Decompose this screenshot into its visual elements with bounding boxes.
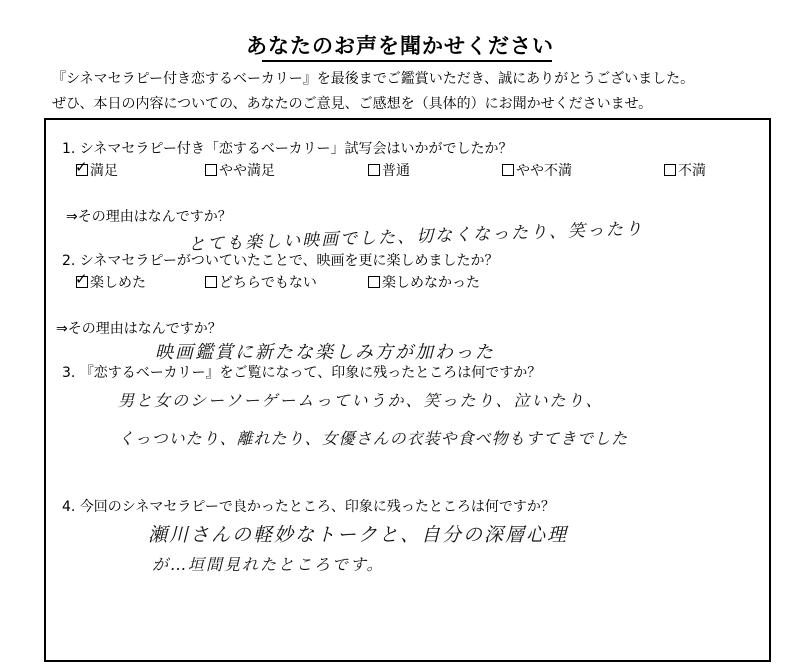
intro-line-2: ぜひ、本日の内容についての、あなたのご意見、ご感想を（具体的）にお聞かせくださいませ。	[52, 96, 653, 112]
checkbox-checked[interactable]	[75, 158, 88, 176]
q1-option-label: やや満足	[219, 163, 275, 179]
question-4: 4. 今回のシネマセラピーで良かったところ、印象に残ったところは何ですか？	[62, 499, 555, 515]
q2-option-label: どちらでもない	[219, 275, 317, 291]
checkbox[interactable]	[368, 276, 380, 288]
checkbox-checked[interactable]	[75, 270, 88, 288]
q3-handwritten-answer-line-2: くっついたり、離れたり、女優さんの衣装や食べ物もすてきでした	[118, 429, 629, 448]
q1-option-satisfied[interactable]	[76, 160, 118, 180]
title-underline	[262, 60, 552, 62]
q2-handwritten-answer: 映画鑑賞に新たな楽しみ方が加わった	[155, 342, 495, 363]
q2-option-neither[interactable]	[205, 272, 317, 292]
q1-reason-prompt: ⇒その理由はなんですか？	[66, 209, 232, 225]
q2-option-label: 楽しめた	[90, 275, 146, 291]
q1-option-somewhat-dissatisfied[interactable]	[502, 160, 572, 180]
q4-handwritten-answer-line-1: 瀬川さんの軽妙なトークと、自分の深層心理	[148, 524, 569, 546]
checkbox[interactable]	[205, 276, 217, 288]
q1-option-label: 普通	[382, 163, 410, 179]
question-2: 2. シネマセラピーがついていたことで、映画を更に楽しめましたか？	[62, 253, 499, 269]
checkbox[interactable]	[664, 164, 676, 176]
q2-option-not-enjoyed[interactable]	[368, 272, 480, 292]
page-title: あなたのお声を聞かせください	[246, 34, 554, 58]
q4-handwritten-answer-line-2: が…垣間見れたところです。	[152, 555, 385, 574]
q2-reason-prompt: ⇒その理由はなんですか？	[56, 321, 222, 337]
question-3: 3. 『恋するベーカリー』をご覧になって、印象に残ったところは何ですか？	[62, 365, 542, 381]
q2-option-label: 楽しめなかった	[382, 275, 480, 291]
question-1: 1. シネマセラピー付き「恋するベーカリー」試写会はいかがでしたか？	[62, 141, 513, 157]
check-mark-icon: ✓	[75, 270, 88, 288]
q1-option-somewhat-satisfied[interactable]	[205, 160, 275, 180]
check-mark-icon: ✓	[75, 158, 88, 176]
checkbox[interactable]	[368, 164, 380, 176]
q1-option-dissatisfied[interactable]	[664, 160, 706, 180]
q1-option-label: やや不満	[516, 163, 572, 179]
q1-option-label: 不満	[678, 163, 706, 179]
intro-line-1: 『シネマセラピー付き恋するベーカリー』を最後までご鑑賞いただき、誠にありがとうございました。	[52, 71, 695, 87]
q3-handwritten-answer-line-1: 男と女のシーソーゲームっていうか、笑ったり、泣いたり、	[118, 391, 604, 410]
q1-option-label: 満足	[90, 163, 118, 179]
q1-handwritten-answer: とても楽しい映画でした、切なくなったり、笑ったり	[187, 219, 645, 255]
q1-option-neutral[interactable]	[368, 160, 410, 180]
q2-option-enjoyed[interactable]	[76, 272, 146, 292]
checkbox[interactable]	[502, 164, 514, 176]
checkbox[interactable]	[205, 164, 217, 176]
